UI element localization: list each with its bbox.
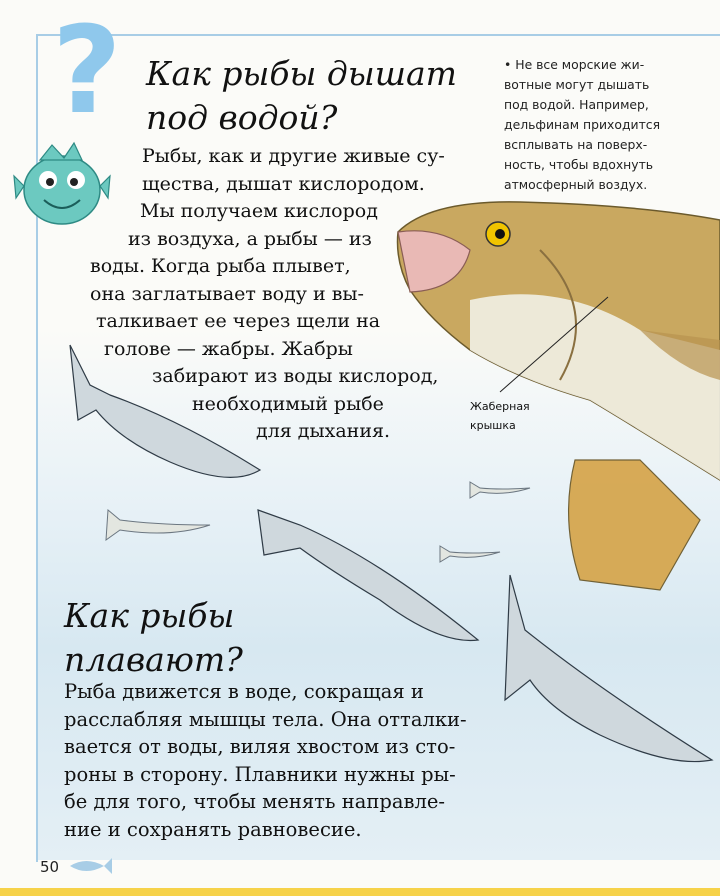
section-title-breathing: Как рыбы дышат под водой? bbox=[146, 54, 457, 137]
sidebar-note: • Не все морские жи- вотные могут дышать под водой. Например, дельфинам приходится всплывать на поверх- ность, чтобы вдохнуть атмосферный воздух. bbox=[504, 57, 661, 192]
section-body-swimming: Рыба движется в воде, сокращая и расслабляя мышцы тела. Она отталки- вается от воды, виляя хвостом из сто- роны в сторону. Плавники нужны ры- бе для того, чтобы менять направле- ние и сохранять равновесие. bbox=[64, 680, 467, 841]
question-mark-icon: ? bbox=[52, 2, 122, 141]
fish-icon bbox=[70, 858, 112, 874]
cod-fish-illustration bbox=[398, 202, 720, 590]
fish-mascot-icon bbox=[14, 143, 110, 224]
page-number: 50 bbox=[40, 858, 60, 876]
footer-band bbox=[0, 888, 720, 896]
gill-cover-caption: Жаберная крышка bbox=[470, 400, 530, 432]
section-title-swimming: Как рыбы плавают? bbox=[64, 596, 243, 679]
